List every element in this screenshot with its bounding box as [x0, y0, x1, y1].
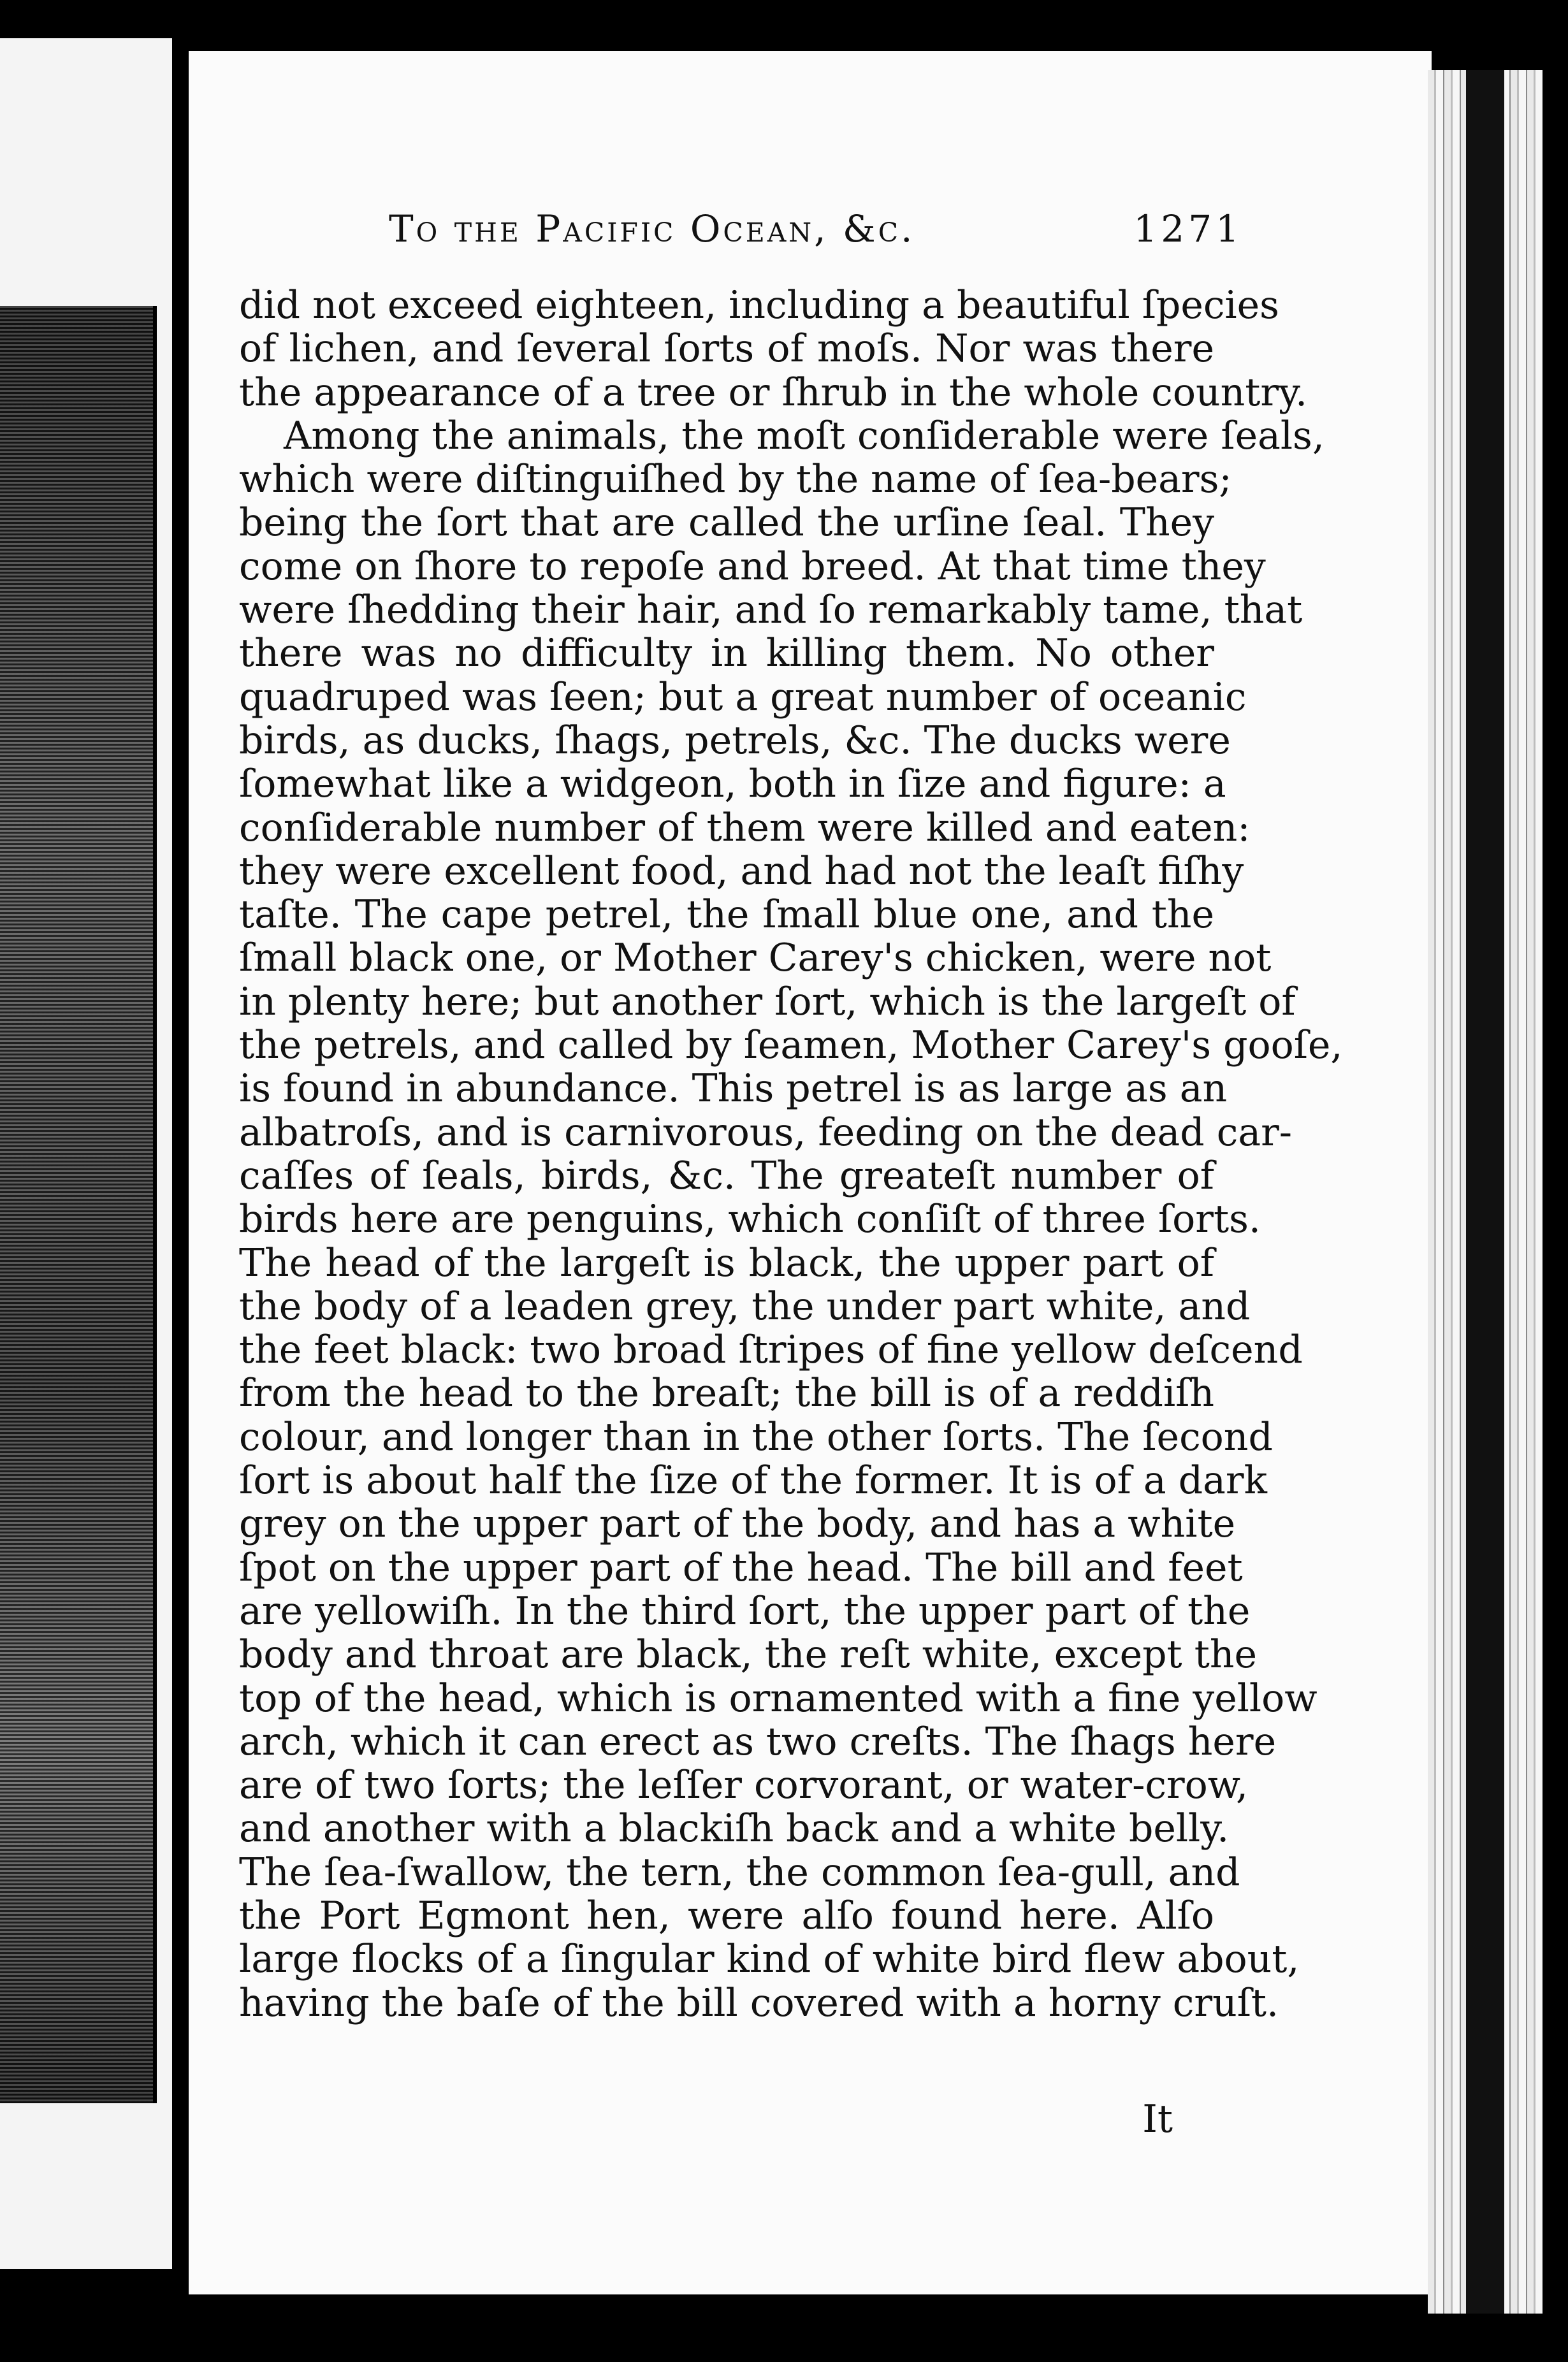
- text-line: they were excellent food, and had not the leaſt fiſhy: [239, 848, 1244, 894]
- paragraph-start-line: Among the animals, the moſt conſiderable were ſeals,: [284, 413, 1325, 458]
- text-line: conſiderable number of them were killed and eaten:: [239, 805, 1251, 850]
- text-line: the appearance of a tree or ſhrub in the whole country.: [239, 370, 1308, 415]
- text-line: being the ſort that are called the urſine ſeal. They: [239, 500, 1214, 546]
- facing-page-engraving: [0, 306, 157, 2103]
- text-line: which were diſtinguiſhed by the name of ſea-bears;: [239, 457, 1232, 502]
- text-line: ſpot on the upper part of the head. The bill and feet: [239, 1545, 1243, 1590]
- body-text: [239, 283, 1343, 2025]
- text-line: are yellowiſh. In the third ſort, the upper part of the: [239, 1588, 1251, 1634]
- text-line: is found in abundance. This petrel is as large as an: [239, 1066, 1228, 1112]
- text-line: the petrels, and called by ſeamen, Mother Carey's gooſe,: [239, 1023, 1343, 1068]
- page-number: 1271: [1133, 207, 1243, 250]
- text-line: ſmall black one, or Mother Carey's chicken, were not: [239, 936, 1272, 981]
- text-line: having the baſe of the bill covered with a horny cruſt.: [239, 1980, 1279, 2025]
- text-line: ſomewhat like a widgeon, both in ſize and figure: a: [239, 762, 1226, 807]
- text-line: The ſea-ſwallow, the tern, the common ſea-gull, and: [239, 1850, 1240, 1895]
- text-line: large flocks of a ſingular kind of white bird flew about,: [239, 1937, 1300, 1982]
- text-line: there was no difficulty in killing them. No other: [239, 631, 1214, 676]
- text-line: caſſes of ſeals, birds, &c. The greateſt number of: [239, 1153, 1214, 1198]
- running-head-title: To the Pacific Ocean, &c.: [389, 207, 915, 250]
- text-line: the Port Egmont hen, were alſo found here. Alſo: [239, 1893, 1214, 1938]
- text-line: the feet black: two broad ſtripes of fine yellow deſcend: [239, 1328, 1303, 1373]
- text-line: The head of the largeſt is black, the upper part of: [239, 1240, 1214, 1286]
- page-edges-shadow: [1466, 70, 1504, 2314]
- text-line: were ſhedding their hair, and ſo remarkably tame, that: [239, 588, 1303, 633]
- text-line: come on ſhore to repoſe and breed. At that time they: [239, 544, 1266, 589]
- text-line: ſort is about half the ſize of the former. It is of a dark: [239, 1458, 1267, 1503]
- text-line: arch, which it can erect as two creſts. The ſhags here: [239, 1719, 1277, 1764]
- text-line: the body of a leaden grey, the under part white, and: [239, 1284, 1251, 1329]
- text-line: from the head to the breaſt; the bill is of a reddiſh: [239, 1371, 1214, 1416]
- text-line: quadruped was ſeen; but a great number of oceanic: [239, 674, 1247, 720]
- text-line: did not exceed eighteen, including a beautiful ſpecies: [239, 283, 1279, 328]
- text-line: are of two ſorts; the leſſer corvorant, or water-crow,: [239, 1763, 1249, 1808]
- text-line: body and throat are black, the reſt white, except the: [239, 1632, 1258, 1677]
- text-line: albatroſs, and is carnivorous, feeding on the dead car-: [239, 1110, 1293, 1155]
- text-line: taſte. The cape petrel, the ſmall blue one, and the: [239, 892, 1214, 938]
- text-line: birds, as ducks, ſhags, petrels, &c. The ducks were: [239, 718, 1231, 763]
- text-line: grey on the upper part of the body, and has a white: [239, 1502, 1236, 1547]
- running-head: [389, 207, 1243, 250]
- book-gutter: [172, 0, 189, 2362]
- text-line: birds here are penguins, which conſiſt of three ſorts.: [239, 1197, 1261, 1242]
- catchword: It: [1142, 2097, 1173, 2141]
- text-line: top of the head, which is ornamented with a fine yellow: [239, 1676, 1318, 1721]
- text-line: in plenty here; but another ſort, which is the largeſt of: [239, 979, 1296, 1024]
- text-line: colour, and longer than in the other ſorts. The ſecond: [239, 1414, 1273, 1460]
- text-line: and another with a blackiſh back and a white belly.: [239, 1806, 1230, 1851]
- text-line: of lichen, and ſeveral ſorts of moſs. Nor was there: [239, 326, 1214, 372]
